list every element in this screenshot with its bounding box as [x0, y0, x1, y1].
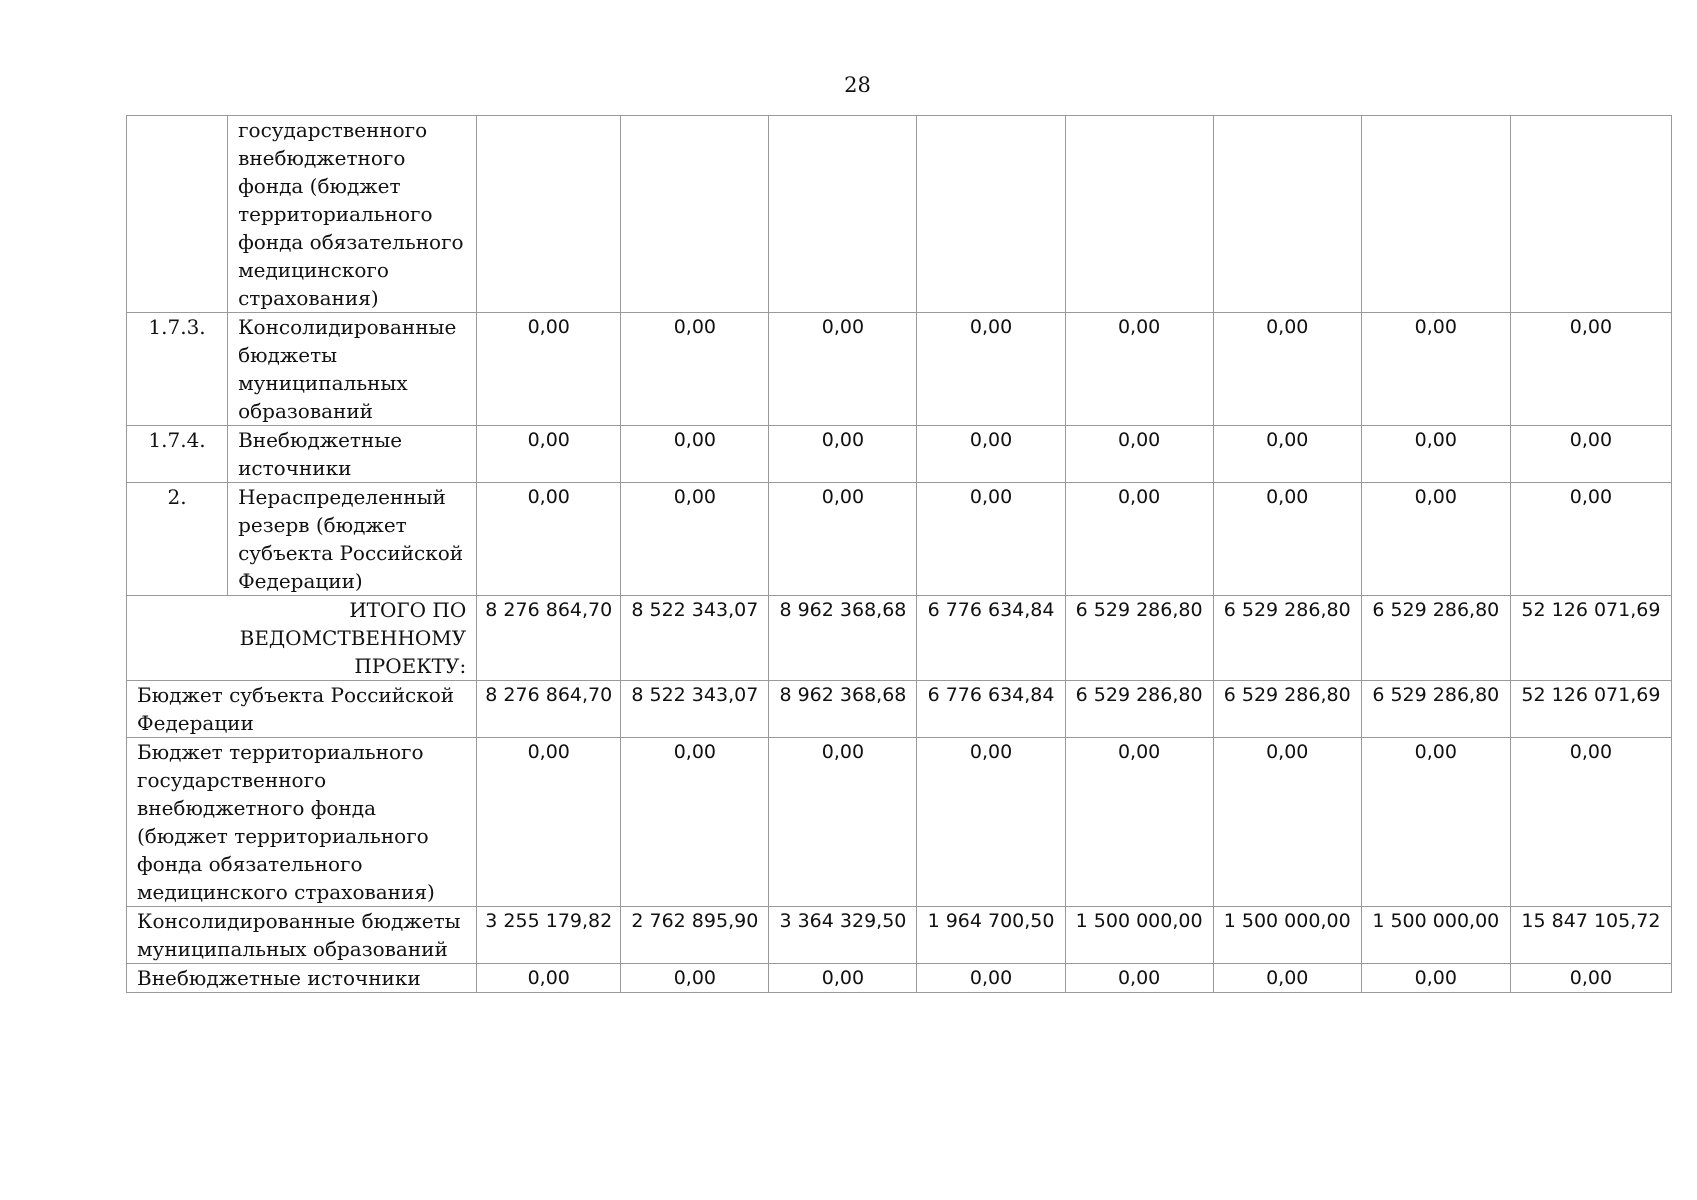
value-cell: 0,00	[1510, 313, 1671, 426]
value-cell: 0,00	[769, 483, 917, 596]
value-cell: 0,00	[621, 483, 769, 596]
total-label: ИТОГО ПО ВЕДОМСТВЕННОМУ ПРОЕКТУ:	[127, 596, 477, 681]
summary-value-cell: 1 500 000,00	[1213, 907, 1361, 964]
summary-value-cell: 3 364 329,50	[769, 907, 917, 964]
value-cell	[1065, 116, 1213, 313]
value-cell: 0,00	[1361, 426, 1510, 483]
summary-value-cell: 6 529 286,80	[1065, 681, 1213, 738]
total-value-cell: 52 126 071,69	[1510, 596, 1671, 681]
summary-value-cell: 0,00	[769, 964, 917, 993]
value-cell: 0,00	[1213, 483, 1361, 596]
summary-row	[127, 738, 1672, 907]
summary-row	[127, 907, 1672, 964]
value-cell: 0,00	[1065, 313, 1213, 426]
value-cell	[477, 116, 621, 313]
summary-value-cell: 15 847 105,72	[1510, 907, 1671, 964]
row-code: 1.7.4.	[127, 426, 228, 483]
value-cell	[1361, 116, 1510, 313]
summary-value-cell: 0,00	[1510, 738, 1671, 907]
summary-value-cell: 6 529 286,80	[1361, 681, 1510, 738]
row-code	[127, 116, 228, 313]
value-cell: 0,00	[1065, 483, 1213, 596]
summary-row	[127, 681, 1672, 738]
value-cell: 0,00	[1361, 313, 1510, 426]
value-cell: 0,00	[1510, 426, 1671, 483]
summary-value-cell: 0,00	[1213, 738, 1361, 907]
summary-value-cell: 0,00	[1213, 964, 1361, 993]
value-cell: 0,00	[1065, 426, 1213, 483]
value-cell: 0,00	[917, 313, 1065, 426]
table-row	[127, 313, 1672, 426]
table-row	[127, 426, 1672, 483]
summary-label: Внебюджетные источники	[127, 964, 477, 993]
summary-value-cell: 6 776 634,84	[917, 681, 1065, 738]
total-value-cell: 8 962 368,68	[769, 596, 917, 681]
summary-label: Бюджет территориального государственного внебюджетного фонда (бюджет территориального фонда обязательного медицинского страхования)	[127, 738, 477, 907]
value-cell	[769, 116, 917, 313]
summary-value-cell: 8 276 864,70	[477, 681, 621, 738]
row-label: Внебюджетные источники	[228, 426, 477, 483]
value-cell	[621, 116, 769, 313]
summary-value-cell: 1 500 000,00	[1361, 907, 1510, 964]
summary-value-cell: 0,00	[1065, 964, 1213, 993]
summary-value-cell: 8 522 343,07	[621, 681, 769, 738]
value-cell: 0,00	[621, 313, 769, 426]
summary-value-cell: 0,00	[917, 964, 1065, 993]
summary-value-cell: 0,00	[917, 738, 1065, 907]
value-cell: 0,00	[769, 426, 917, 483]
summary-value-cell: 0,00	[477, 738, 621, 907]
total-value-cell: 8 276 864,70	[477, 596, 621, 681]
value-cell: 0,00	[1213, 426, 1361, 483]
value-cell: 0,00	[917, 426, 1065, 483]
summary-label: Консолидированные бюджеты муниципальных образований	[127, 907, 477, 964]
summary-label: Бюджет субъекта Российской Федерации	[127, 681, 477, 738]
total-value-cell: 6 529 286,80	[1361, 596, 1510, 681]
summary-value-cell: 1 964 700,50	[917, 907, 1065, 964]
summary-value-cell: 6 529 286,80	[1213, 681, 1361, 738]
value-cell: 0,00	[1361, 483, 1510, 596]
summary-value-cell: 0,00	[769, 738, 917, 907]
summary-value-cell: 0,00	[1361, 738, 1510, 907]
summary-value-cell: 0,00	[1361, 964, 1510, 993]
budget-table	[126, 115, 1672, 993]
row-label: Консолидированные бюджеты муниципальных образований	[228, 313, 477, 426]
summary-value-cell: 0,00	[1510, 964, 1671, 993]
summary-value-cell: 1 500 000,00	[1065, 907, 1213, 964]
row-label: Нераспределенный резерв (бюджет субъекта Российской Федерации)	[228, 483, 477, 596]
row-code: 1.7.3.	[127, 313, 228, 426]
total-row	[127, 596, 1672, 681]
summary-value-cell: 0,00	[477, 964, 621, 993]
summary-value-cell: 0,00	[621, 738, 769, 907]
total-value-cell: 6 529 286,80	[1065, 596, 1213, 681]
value-cell: 0,00	[917, 483, 1065, 596]
value-cell: 0,00	[477, 313, 621, 426]
summary-value-cell: 3 255 179,82	[477, 907, 621, 964]
summary-value-cell: 8 962 368,68	[769, 681, 917, 738]
value-cell	[917, 116, 1065, 313]
total-value-cell: 6 529 286,80	[1213, 596, 1361, 681]
value-cell: 0,00	[477, 426, 621, 483]
summary-value-cell: 0,00	[621, 964, 769, 993]
value-cell: 0,00	[769, 313, 917, 426]
row-code: 2.	[127, 483, 228, 596]
summary-row	[127, 964, 1672, 993]
table-row	[127, 483, 1672, 596]
value-cell: 0,00	[621, 426, 769, 483]
value-cell	[1213, 116, 1361, 313]
table-row	[127, 116, 1672, 313]
total-value-cell: 8 522 343,07	[621, 596, 769, 681]
summary-value-cell: 2 762 895,90	[621, 907, 769, 964]
total-value-cell: 6 776 634,84	[917, 596, 1065, 681]
page-number: 28	[844, 73, 871, 97]
value-cell: 0,00	[1213, 313, 1361, 426]
summary-value-cell: 0,00	[1065, 738, 1213, 907]
row-label: государственного внебюджетного фонда (бюджет территориального фонда обязательного медицинского страхования)	[228, 116, 477, 313]
value-cell: 0,00	[1510, 483, 1671, 596]
value-cell: 0,00	[477, 483, 621, 596]
summary-value-cell: 52 126 071,69	[1510, 681, 1671, 738]
value-cell	[1510, 116, 1671, 313]
